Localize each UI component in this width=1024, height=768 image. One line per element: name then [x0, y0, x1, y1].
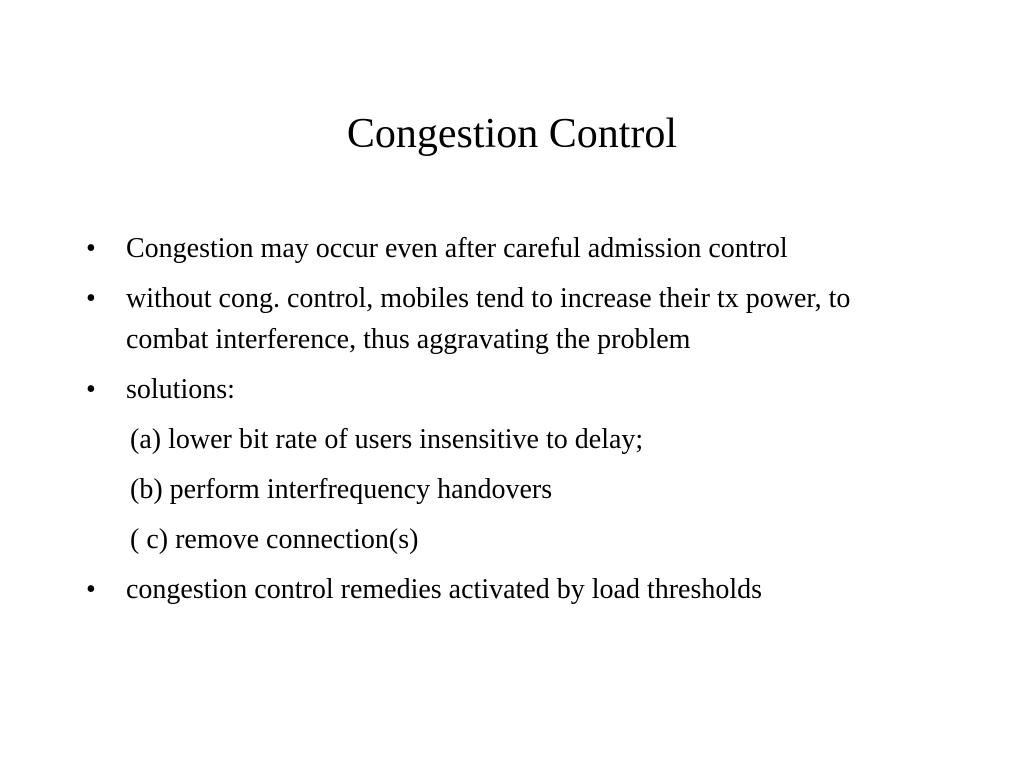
bullet-icon: • — [86, 574, 96, 605]
bullet-item — [0, 369, 906, 410]
bullet-item — [0, 569, 906, 610]
bullet-icon: • — [86, 233, 96, 264]
bullet-item — [0, 278, 906, 360]
slide-title: Congestion Control — [346, 111, 678, 157]
bullet-text: Congestion may occur even after careful admission control — [126, 233, 788, 264]
solution-item-c: ( c) remove connection(s) — [130, 524, 419, 555]
bullet-icon: • — [86, 374, 96, 405]
solution-item-a: (a) lower bit rate of users insensitive to delay; — [130, 424, 644, 455]
bullet-text: solutions: — [126, 374, 235, 405]
bullet-text: without cong. control, mobiles tend to increase their tx power, to combat interference, thus aggravating the problem — [126, 283, 851, 355]
solution-item-b: (b) perform interfrequency handovers — [130, 474, 553, 505]
bullet-item — [0, 228, 906, 269]
slide-body — [0, 228, 1024, 619]
bullet-text: congestion control remedies activated by load thresholds — [126, 574, 763, 605]
bullet-icon: • — [86, 283, 96, 314]
